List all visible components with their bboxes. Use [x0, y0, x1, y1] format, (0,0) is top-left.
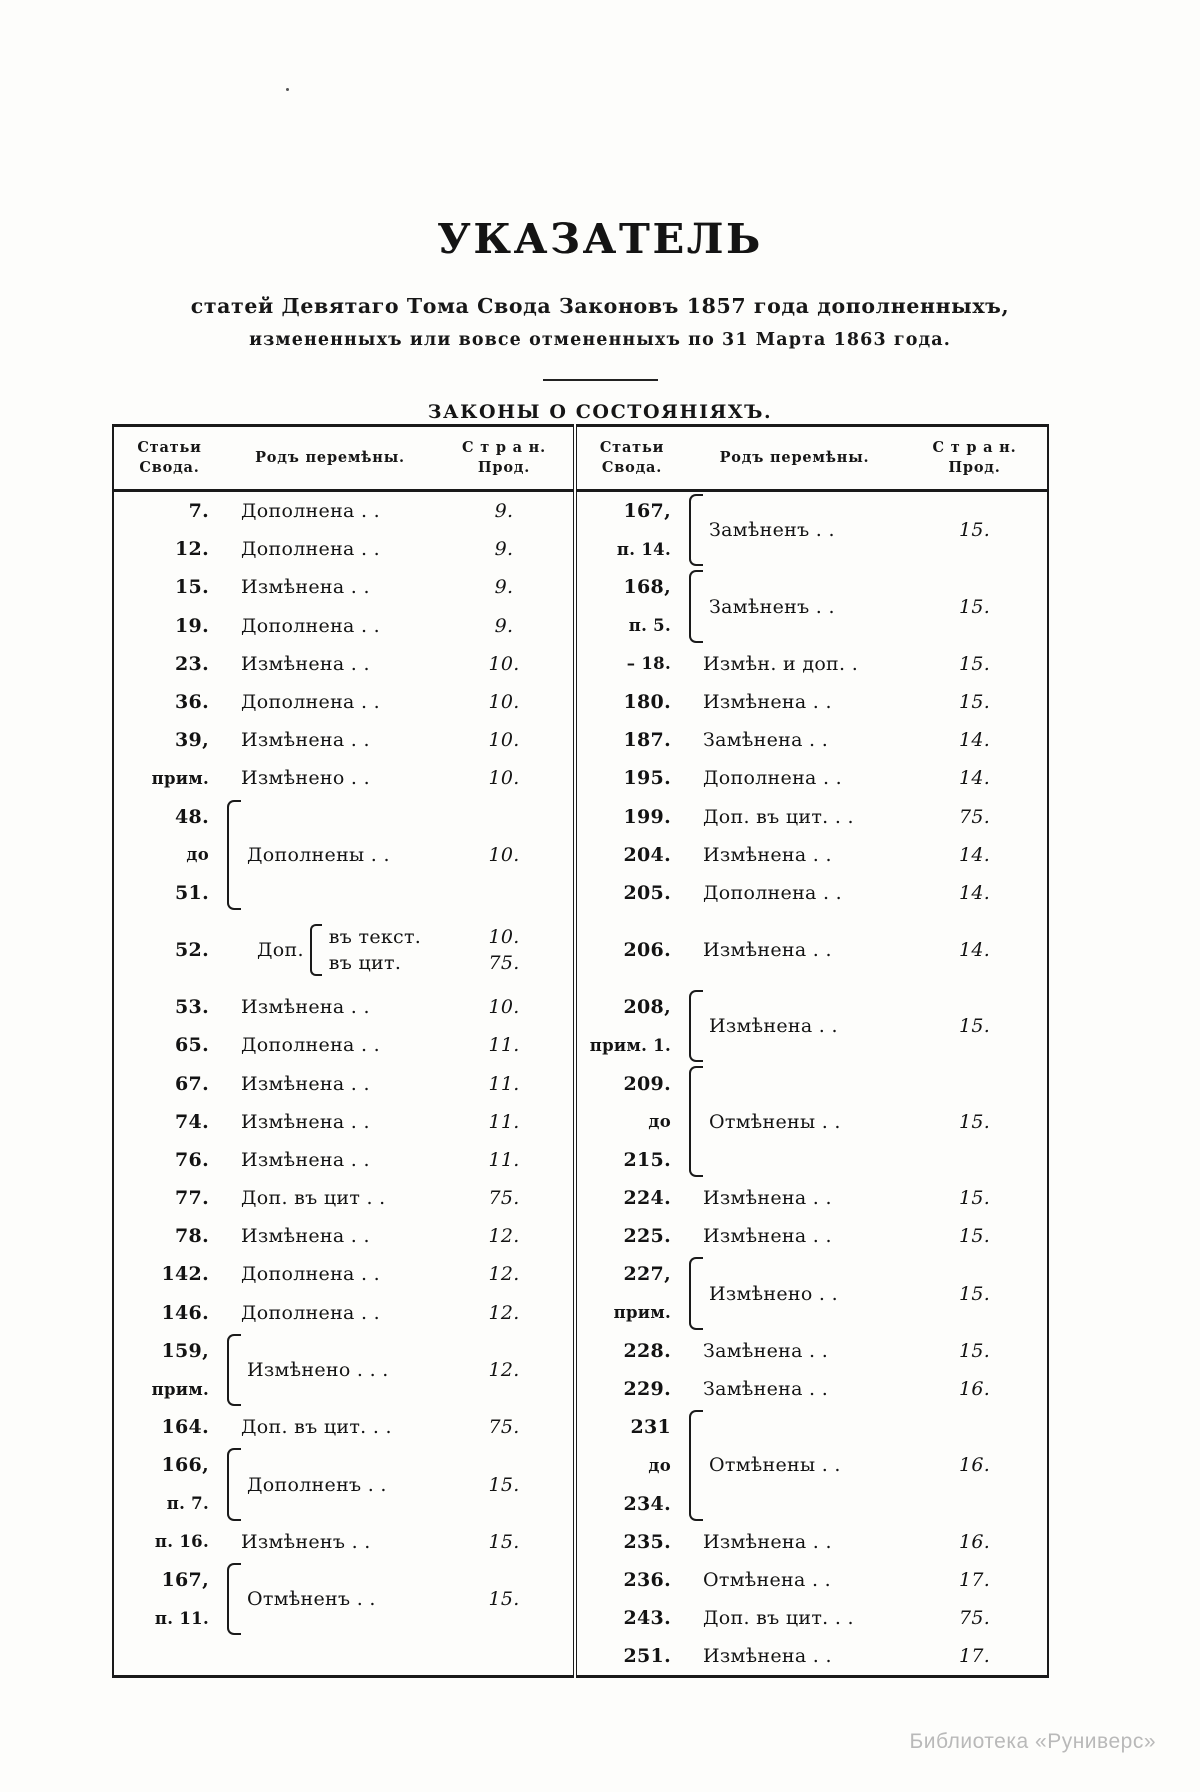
change-kind: Доп. въ цит. . . — [703, 805, 854, 828]
change-kind: Измѣнена . . — [703, 1187, 832, 1210]
change-kind — [687, 988, 902, 1064]
brace-icon — [227, 800, 241, 911]
table-row — [113, 683, 1048, 721]
change-kind: Измѣнена . . — [241, 1148, 370, 1171]
article-number: 19. — [113, 607, 225, 645]
article-number: 167, — [113, 1561, 225, 1599]
change-kind-label: Измѣнена . . — [709, 1015, 838, 1038]
article-number: п. 16. — [113, 1523, 225, 1561]
page-number: 15. — [902, 1217, 1048, 1255]
header-articles-left — [113, 426, 225, 491]
change-kind: Измѣнена . . — [703, 1645, 832, 1668]
article-number: 228. — [623, 1339, 671, 1362]
table-row — [113, 568, 1048, 606]
change-kind: Замѣнена . . — [703, 1339, 829, 1362]
subtitle-line-2: измененныхъ или вовсе отмененныхъ по 31 Марта 1863 года. — [249, 330, 951, 350]
table-row — [113, 1408, 1048, 1446]
change-kind: Дополнена . . — [241, 538, 381, 561]
article-number: 251. — [623, 1645, 671, 1668]
change-kind: Дополнена . . — [703, 881, 843, 904]
change-kind: Измѣнена . . — [703, 843, 832, 866]
article-number: 52. — [113, 912, 225, 988]
brace-icon — [689, 1410, 703, 1521]
article-number: 65. — [113, 1026, 225, 1064]
page-number: 12. — [435, 1255, 575, 1293]
article-number: прим. — [113, 759, 225, 797]
change-kind: Замѣнена . . — [703, 729, 829, 752]
article-number: до — [648, 1455, 671, 1475]
article-number: 39, — [113, 721, 225, 759]
article-number: 199. — [623, 805, 671, 828]
header-pages-right — [902, 426, 1048, 491]
brace-icon — [689, 494, 703, 566]
change-kind: Отмѣнена . . — [703, 1568, 831, 1591]
page-number: 10. — [435, 683, 575, 721]
article-number: 208, — [623, 996, 671, 1019]
page-number: 12. — [435, 1332, 575, 1408]
table-row — [113, 1255, 1048, 1293]
article-number: 215. — [623, 1148, 671, 1171]
article-number: 231 — [630, 1416, 671, 1439]
article-number: 166, — [113, 1446, 225, 1484]
change-kind: Измѣнено . . — [241, 767, 370, 790]
article-number — [113, 1637, 225, 1677]
change-kind: Измѣнена . . — [703, 1530, 832, 1553]
change-kind: Измѣнена . . — [703, 691, 832, 714]
article-number: 159, — [113, 1332, 225, 1370]
change-kind — [687, 492, 902, 568]
change-kind — [687, 1408, 902, 1523]
change-kind — [225, 1561, 435, 1637]
page-number: 10. — [435, 988, 575, 1026]
article-number: 78. — [113, 1217, 225, 1255]
page-number: 10. — [435, 798, 575, 913]
index-table — [112, 424, 1049, 1678]
page-number: 15. — [902, 683, 1048, 721]
change-kind-sub: въ текст. — [328, 926, 422, 949]
change-kind: Доп. въ цит . . — [241, 1187, 386, 1210]
header-kind-left: Родъ перемѣны. — [255, 449, 405, 466]
change-kind: Дополнена . . — [241, 691, 381, 714]
article-number: 53. — [113, 988, 225, 1026]
table-row — [113, 798, 1048, 836]
page-number: 16. — [902, 1370, 1048, 1408]
page-number: 15. — [902, 1255, 1048, 1331]
article-number: прим. — [113, 1370, 225, 1408]
page-number: 10. — [435, 645, 575, 683]
change-kind-label: Измѣнено . . — [709, 1282, 838, 1305]
article-number: 164. — [113, 1408, 225, 1446]
page-number: 14. — [902, 721, 1048, 759]
change-kind: Измѣнена . . — [241, 576, 370, 599]
table-row — [113, 645, 1048, 683]
article-number: 209. — [623, 1072, 671, 1095]
change-kind-sub: въ цит. — [328, 952, 402, 975]
page-number: 15. — [902, 568, 1048, 644]
change-kind: Дополнена . . — [241, 1263, 381, 1286]
change-kind — [225, 1446, 435, 1522]
change-kind-label: Замѣненъ . . — [709, 595, 835, 618]
header-pages-right-line2: Прод. — [948, 459, 1001, 476]
header-articles-right-line2: Свода. — [601, 459, 663, 476]
page-number: 75. — [435, 1408, 575, 1446]
change-kind: Измѣнена . . — [241, 1072, 370, 1095]
header-articles-right-line1: Статьи — [599, 439, 665, 456]
page-number: 11. — [435, 1103, 575, 1141]
change-kind — [687, 568, 902, 644]
page-number: 11. — [435, 1026, 575, 1064]
header-articles-left-line2: Свода. — [139, 459, 200, 476]
page-number: 75. — [902, 1599, 1048, 1637]
title-block — [100, 215, 1100, 423]
article-number: 36. — [113, 683, 225, 721]
page-number: 11. — [435, 1064, 575, 1102]
table-row — [113, 1561, 1048, 1599]
article-number: 234. — [623, 1492, 671, 1515]
header-pages-left — [435, 426, 575, 491]
page-number: 15. — [902, 1064, 1048, 1179]
article-number: п. 5. — [628, 616, 671, 636]
change-kind — [225, 798, 435, 913]
scan-speck — [286, 88, 289, 91]
article-number: до — [648, 1112, 671, 1132]
change-kind-label: Замѣненъ . . — [709, 519, 835, 542]
brace-icon — [227, 1563, 241, 1635]
table-body — [113, 492, 1048, 1677]
article-number: п. 11. — [113, 1599, 225, 1637]
change-kind-label: Дополненъ . . — [247, 1473, 387, 1496]
index-table-wrapper — [112, 424, 1047, 1678]
header-kind-right: Родъ перемѣны. — [719, 449, 870, 466]
article-number: 205. — [623, 881, 671, 904]
article-number: 7. — [113, 492, 225, 530]
brace-icon — [310, 924, 322, 976]
article-number: до — [113, 836, 225, 874]
article-number: 243. — [623, 1607, 671, 1630]
article-number: 167, — [623, 500, 671, 523]
article-number: 224. — [623, 1187, 671, 1210]
page-number: 15. — [435, 1523, 575, 1561]
article-number: п. 7. — [113, 1485, 225, 1523]
table-row — [113, 988, 1048, 1026]
change-kind: Дополнена . . — [703, 767, 843, 790]
brace-icon — [227, 1334, 241, 1406]
article-number: 142. — [113, 1255, 225, 1293]
subtitle-line-1: статей Девятаго Тома Свода Законовъ 1857 года дополненныхъ, — [190, 294, 1010, 318]
page-number: 16. — [902, 1408, 1048, 1523]
article-number: 168, — [623, 576, 671, 599]
article-number: 67. — [113, 1064, 225, 1102]
page-number: 75. — [435, 1179, 575, 1217]
brace-icon — [689, 1066, 703, 1177]
library-watermark: Библиотека «Руниверс» — [909, 1730, 1156, 1753]
page-number: 9. — [435, 530, 575, 568]
page-number: 15. — [435, 1561, 575, 1637]
article-number: 180. — [623, 691, 671, 714]
brace-icon — [227, 1448, 241, 1520]
page-number: 15. — [435, 1446, 575, 1522]
change-kind: Измѣнена . . — [241, 729, 370, 752]
page-number: 17. — [902, 1561, 1048, 1599]
page-number: 14. — [902, 759, 1048, 797]
change-kind: Дополнена . . — [241, 1034, 381, 1057]
table-header-row — [113, 426, 1048, 491]
article-number: п. 14. — [616, 539, 671, 559]
change-kind-label: Доп. — [257, 939, 304, 962]
change-kind-label: Отмѣнены . . — [709, 1110, 841, 1133]
change-kind: Измѣненъ . . — [241, 1530, 371, 1553]
table-row — [113, 492, 1048, 530]
table-row — [113, 1523, 1048, 1561]
table-row — [113, 759, 1048, 797]
article-number: 48. — [113, 798, 225, 836]
change-kind: Измѣнена . . — [241, 996, 370, 1019]
brace-icon — [689, 570, 703, 642]
table-row — [113, 1064, 1048, 1102]
change-kind: Измѣнена . . — [241, 1225, 370, 1248]
page-number-sub: 75. — [488, 952, 520, 975]
article-number: 206. — [623, 939, 671, 962]
change-kind: Дополнена . . — [241, 500, 381, 523]
change-kind: Измѣнена . . — [241, 1110, 370, 1133]
page-number: 11. — [435, 1141, 575, 1179]
brace-icon — [689, 990, 703, 1062]
page-number: 10. — [435, 759, 575, 797]
change-kind-label: Отмѣнены . . — [709, 1454, 841, 1477]
page-number: 9. — [435, 607, 575, 645]
change-kind — [225, 1637, 435, 1677]
change-kind — [225, 1332, 435, 1408]
page-number: 12. — [435, 1294, 575, 1332]
article-number: 236. — [623, 1568, 671, 1591]
article-number: 235. — [623, 1530, 671, 1553]
change-kind-label: Измѣнено . . . — [247, 1358, 389, 1381]
change-kind: Измѣнена . . — [241, 652, 370, 675]
page-number: 15. — [902, 645, 1048, 683]
header-articles-left-line1: Статьи — [137, 439, 202, 456]
page-number: 17. — [902, 1637, 1048, 1677]
change-kind-sub-list — [329, 924, 421, 976]
page-number: 16. — [902, 1523, 1048, 1561]
article-number: 195. — [623, 767, 671, 790]
change-kind-label: Дополнены . . — [247, 843, 390, 866]
article-number: прим. — [613, 1303, 671, 1323]
page-number: 14. — [902, 874, 1048, 912]
change-kind — [225, 912, 435, 988]
page-number: 15. — [902, 1179, 1048, 1217]
article-number: 204. — [623, 843, 671, 866]
page-number: 9. — [435, 568, 575, 606]
table-row — [113, 912, 1048, 988]
header-articles-right — [575, 426, 687, 491]
page-number: 15. — [902, 1332, 1048, 1370]
change-kind — [687, 1255, 902, 1331]
change-kind: Измѣнена . . — [703, 939, 832, 962]
table-row — [113, 1637, 1048, 1677]
change-kind: Измѣн. и доп. . — [703, 652, 859, 675]
article-number: 146. — [113, 1294, 225, 1332]
page-number: 15. — [902, 988, 1048, 1064]
article-number: 12. — [113, 530, 225, 568]
article-number: 15. — [113, 568, 225, 606]
page-number: 10. — [435, 721, 575, 759]
article-number: 77. — [113, 1179, 225, 1217]
article-number: 23. — [113, 645, 225, 683]
change-kind: Измѣнена . . — [703, 1225, 832, 1248]
article-number: 187. — [623, 729, 671, 752]
article-number: 229. — [623, 1378, 671, 1401]
page-number: 9. — [435, 492, 575, 530]
page-number: 14. — [902, 836, 1048, 874]
article-number: 227, — [623, 1263, 671, 1286]
page-number: 14. — [902, 912, 1048, 988]
section-title: ЗАКОНЫ О СОСТОЯНІЯХЪ. — [427, 401, 773, 423]
page-number-sub: 10. — [488, 926, 520, 949]
change-kind-label: Отмѣненъ . . — [247, 1588, 376, 1611]
table-row — [113, 1332, 1048, 1370]
page-number: 15. — [902, 492, 1048, 568]
table-row — [113, 1179, 1048, 1217]
header-pages-right-line1: С т р а н. — [932, 439, 1017, 456]
divider-rule — [543, 379, 658, 381]
article-number: 76. — [113, 1141, 225, 1179]
article-number: прим. 1. — [589, 1035, 671, 1055]
brace-icon — [689, 1257, 703, 1329]
header-pages-left-line2: Прод. — [477, 459, 531, 476]
change-kind: Доп. въ цит. . . — [703, 1607, 854, 1630]
change-kind — [687, 1064, 902, 1179]
page-number: 12. — [435, 1217, 575, 1255]
page-title: УКАЗАТЕЛЬ — [437, 215, 763, 263]
change-kind: Дополнена . . — [241, 1301, 381, 1324]
article-number: 51. — [113, 874, 225, 912]
page-number: 75. — [902, 798, 1048, 836]
page-number — [435, 1637, 575, 1677]
article-number: – 18. — [626, 654, 671, 674]
change-kind: Доп. въ цит. . . — [241, 1416, 392, 1439]
header-pages-left-line1: С т р а н. — [462, 439, 546, 456]
change-kind: Замѣнена . . — [703, 1378, 829, 1401]
change-kind: Дополнена . . — [241, 614, 381, 637]
article-number: 225. — [623, 1225, 671, 1248]
page-number — [435, 912, 575, 988]
table-row — [113, 1217, 1048, 1255]
table-row — [113, 721, 1048, 759]
article-number: 74. — [113, 1103, 225, 1141]
